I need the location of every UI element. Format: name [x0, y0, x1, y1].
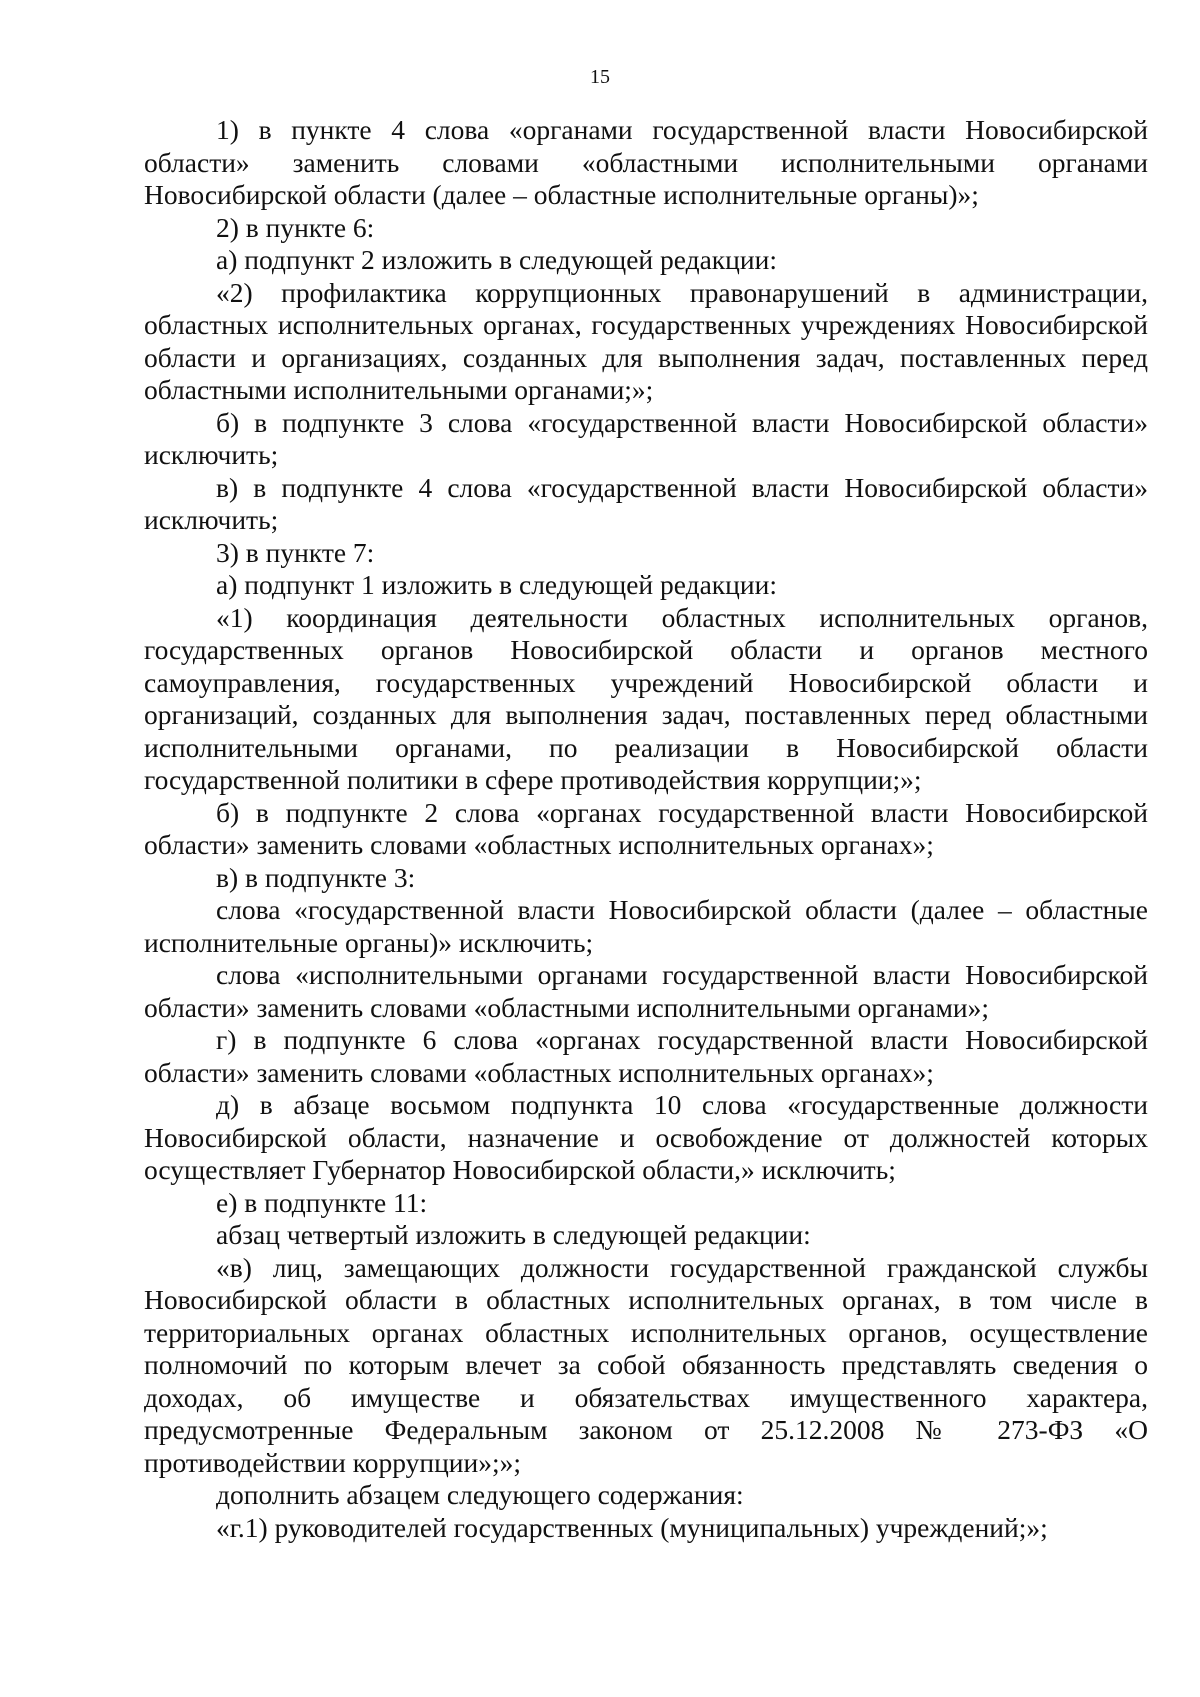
paragraph-subitem-a-1: а) подпункт 2 изложить в следующей редакции:: [216, 244, 777, 275]
paragraph-words-1: слова «государственной власти Новосибирской области (далее – областные исполнительные органы)» исключить;: [144, 894, 1148, 958]
paragraph-item-1: 1) в пункте 4 слова «органами государственной власти Новосибирской области» заменить словами «областными исполнительными органами Новосибирской области (далее – областные исполнительные органы)»;: [144, 114, 1148, 210]
paragraph-subitem-a-2: а) подпункт 1 изложить в следующей редакции:: [216, 569, 777, 600]
document-body: [144, 114, 1148, 1544]
paragraph-subitem-b-2: б) в подпункте 2 слова «органах государственной власти Новосибирской области» заменить словами «областных исполнительных органах»;: [144, 796, 1148, 860]
paragraph-subitem-g: г) в подпункте 6 слова «органах государственной власти Новосибирской области» заменить словами «областных исполнительных органах»;: [144, 1024, 1148, 1088]
quoted-text-subitem-1: «1) координация деятельности областных исполнительных органов, государственных органов Новосибирской области и органов местного самоуправления, государственных учреждений Новосибирской области и организаций, созданных для выполнения задач, поставленных перед областными исполнительными органами, по реализации в Новосибирской области государственной политики в сфере противодействия коррупции;»;: [144, 601, 1148, 795]
paragraph-subitem-v-1: в) в подпункте 4 слова «государственной власти Новосибирской области» исключить;: [144, 471, 1148, 535]
quoted-text-subitem-2: «2) профилактика коррупционных правонарушений в администрации, областных исполнительных органах, государственных учреждениях Новосибирской области и организациях, созданных для выполнения задач, поставленных перед областными исполнительными органами;»;: [144, 276, 1148, 405]
paragraph-words-2: слова «исполнительными органами государственной власти Новосибирской области» заменить словами «областными исполнительными органами»;: [144, 959, 1148, 1023]
paragraph-subitem-v-2: в) в подпункте 3:: [216, 861, 416, 893]
paragraph-subitem-b-1: б) в подпункте 3 слова «государственной власти Новосибирской области» исключить;: [144, 406, 1148, 470]
paragraph-subitem-e: е) в подпункте 11:: [216, 1186, 428, 1218]
paragraph-item-3: 3) в пункте 7:: [216, 536, 375, 568]
paragraph-add-abzac: дополнить абзацем следующего содержания:: [216, 1479, 744, 1510]
paragraph-item-2: 2) в пункте 6:: [216, 211, 375, 243]
quoted-text-subitem-v: «в) лиц, замещающих должности государственной гражданской службы Новосибирской области в областных исполнительных органах, в том числе в территориальных органах областных исполнительных органов, осуществление полномочий по которым влечет за собой обязанность представлять сведения о доходах, об имуществе и обязательствах имущественного характера, предусмотренные Федеральным законом от 25.12.2008 № 273-ФЗ «О противодействии коррупции»;»;: [144, 1251, 1148, 1478]
page-number: 15: [590, 66, 610, 88]
paragraph-abzac-4: абзац четвертый изложить в следующей редакции:: [216, 1219, 811, 1250]
quoted-text-subitem-g1: «г.1) руководителей государственных (муниципальных) учреждений;»;: [216, 1511, 1048, 1543]
paragraph-subitem-d: д) в абзаце восьмом подпункта 10 слова «государственные должности Новосибирской области, назначение и освобождение от должностей которых осуществляет Губернатор Новосибирской области,» исключить;: [144, 1089, 1148, 1185]
